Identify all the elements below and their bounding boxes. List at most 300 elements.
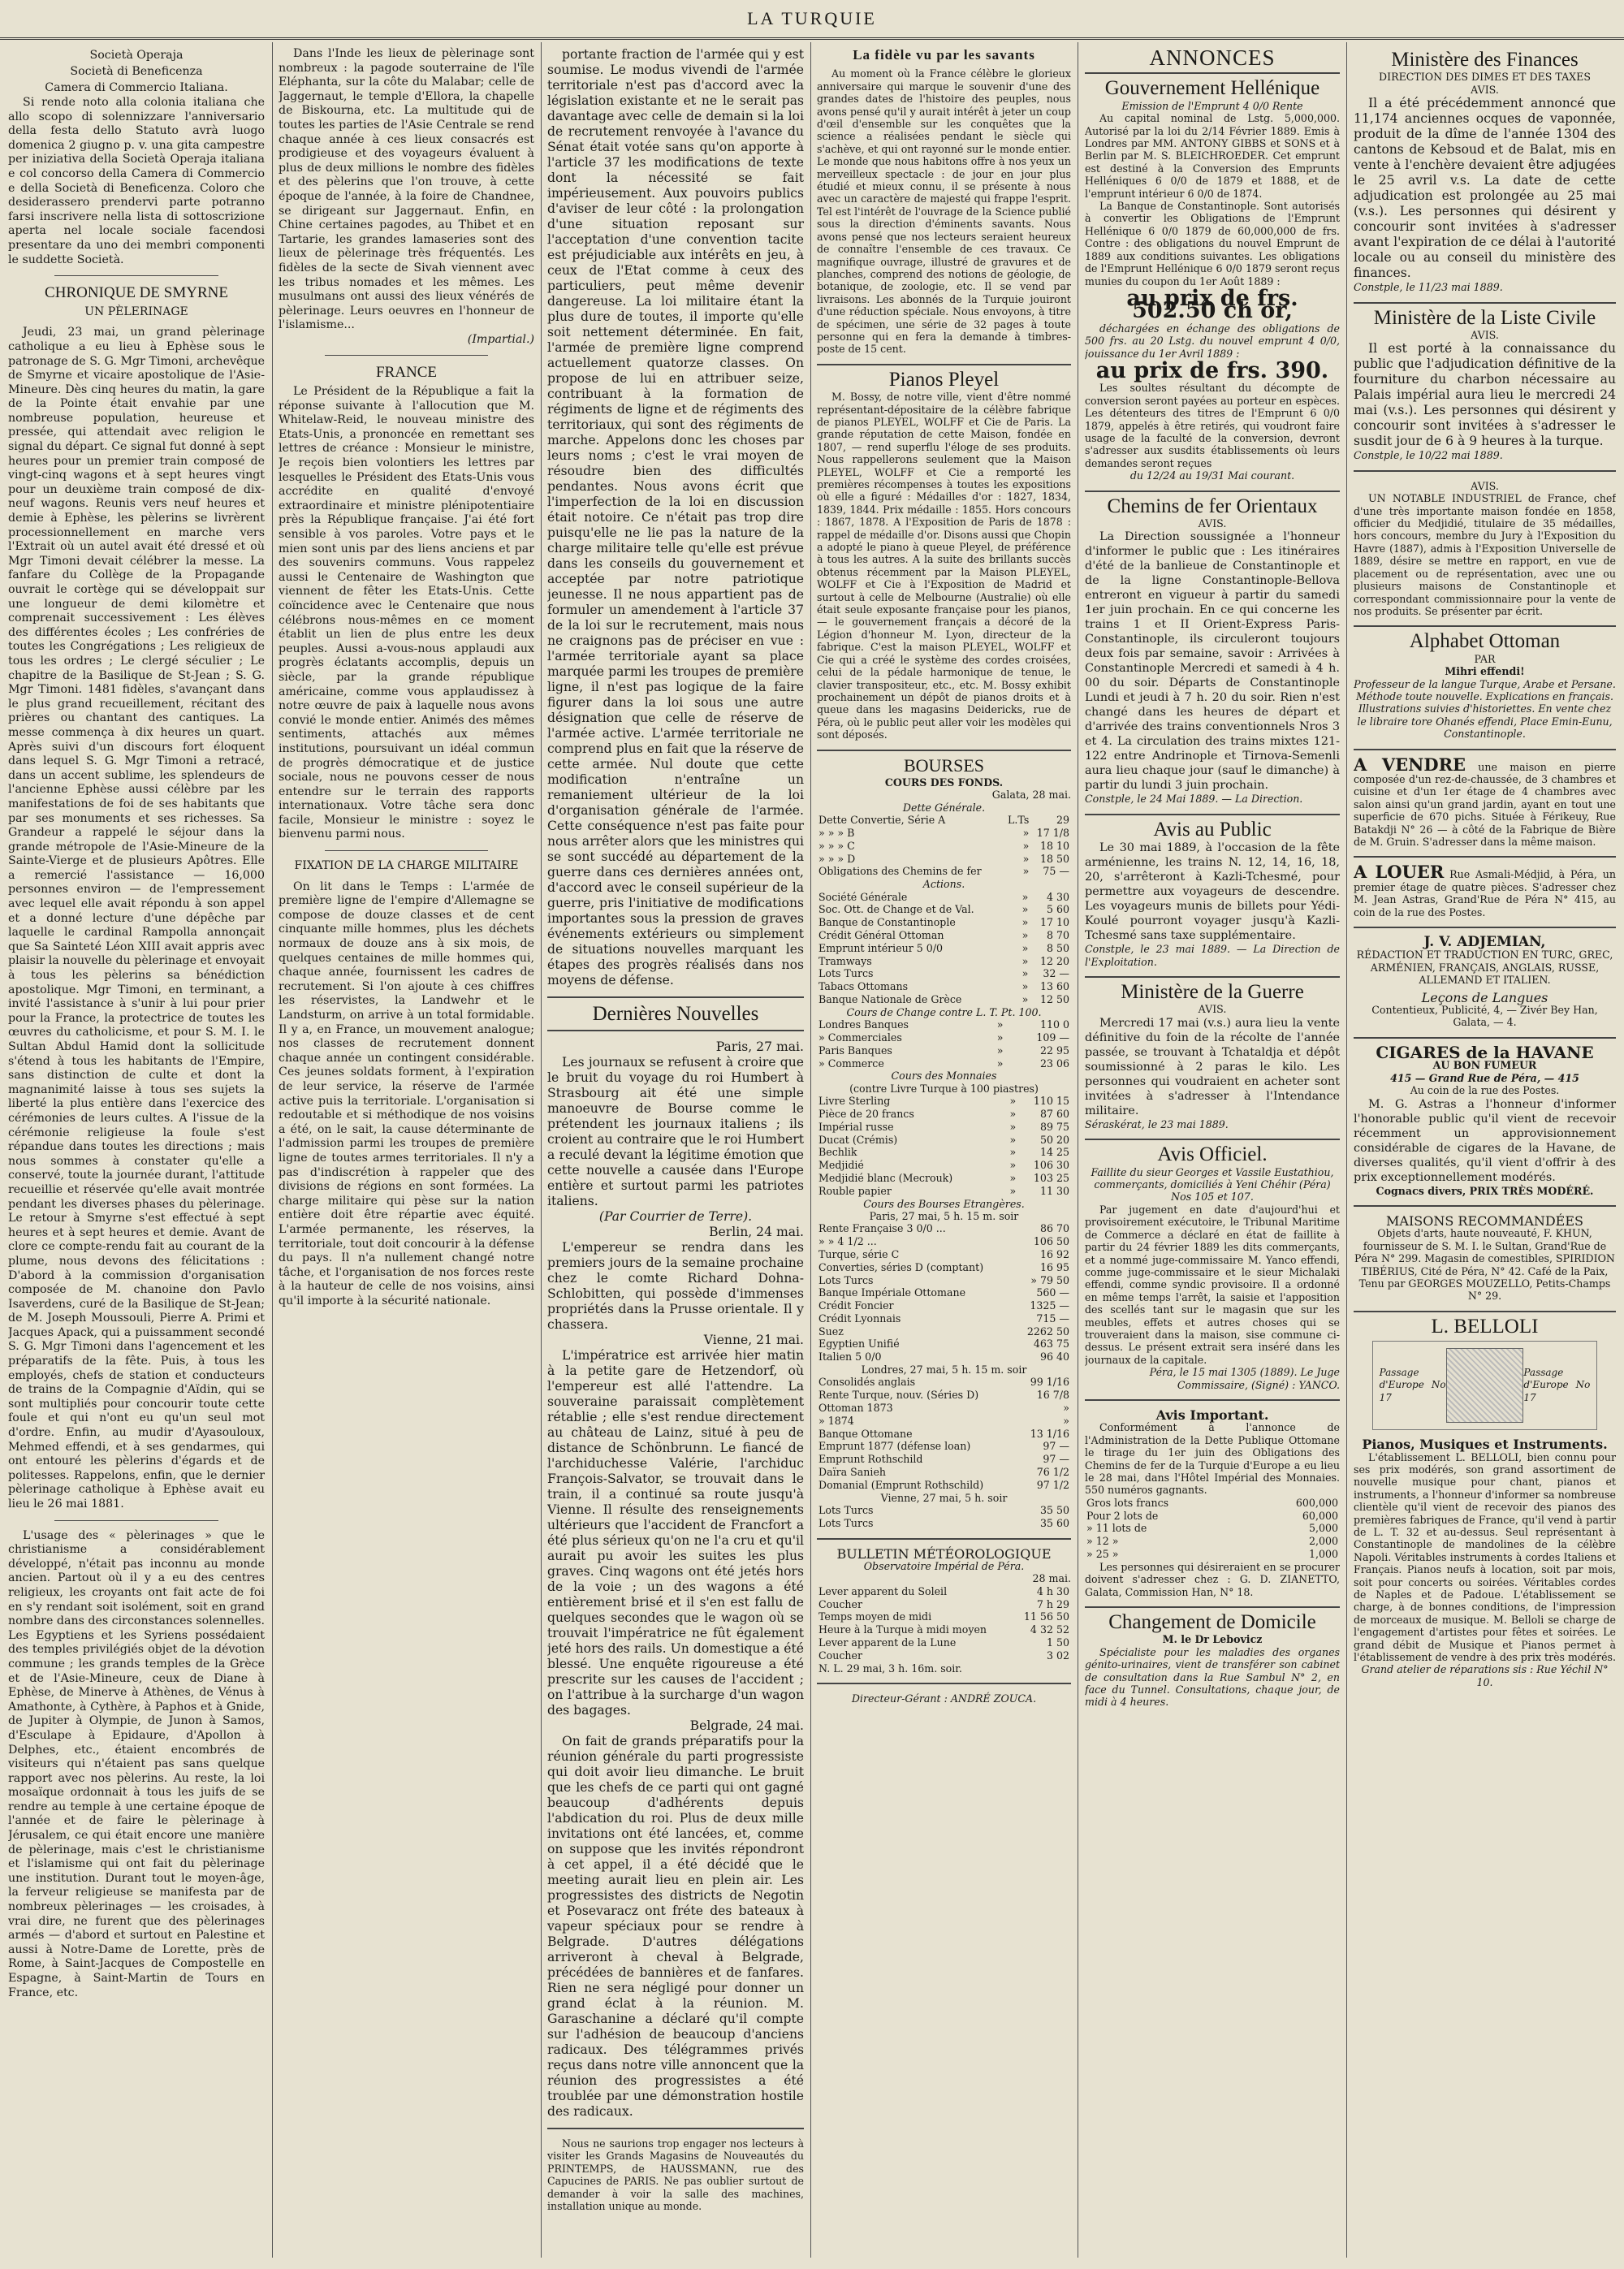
ad-text: Au capital nominal de Lstg. 5,000,000. Autorisé par la loi du 2/14 Février 1889. Emis à Londres par MM. ANTONY GIBBS et SONS et à Berlin par M. S. BLEICHROEDER. Cet emprunt est destiné à la Conversion des Emprunts Helléniques 6 0/0 de 1879 et 1888, et de l'emprunt intérieur 6 0/0 de 1874. xyxy=(1085,112,1340,200)
ad-text: La Banque de Constantinople. Sont autorisés à convertir les Obligations de l'Emprunt Hellénique 6 0/0 1879 de 60,000,000 de frs. Contre : des obligations du nouvel Emprunt de 1889 aux conditions suivantes. Les obligations de l'Emprunt Hellénique 6 0/0 1879 seront reçus munies du coupon du 1er Août 1889 : xyxy=(1085,200,1340,287)
row-label: Crédit Foncier xyxy=(818,1299,894,1312)
ad-text: déchargées en échange des obligations de 500 frs. au 20 Lstg. du nouvel emprunt 4 0/0, jouissance du 1er Avril 1889 : xyxy=(1085,322,1340,360)
ad-address: 415 — Grand Rue de Péra, — 415 xyxy=(1390,1071,1579,1084)
divider xyxy=(817,1538,1071,1540)
ad-text: M. G. Astras a l'honneur d'informer l'honorable public qu'il vient de recevoir récemment un approvisionnement considérable de cigares de la Havane, de diverses qualités, qu'il vient d'offrir à des prix exceptionnellement modérés. xyxy=(1354,1097,1616,1184)
row-value: 11 30 xyxy=(1039,1184,1069,1197)
table-subtitle: (contre Livre Turque à 100 piastres) xyxy=(849,1082,1039,1095)
column-3 xyxy=(547,47,804,2254)
row-value: » xyxy=(1021,967,1029,980)
ad-subtitle: AU BON FUMEUR xyxy=(1432,1059,1537,1072)
ad-text: Par jugement en date d'aujourd'hui et provisoirement exécutoire, le Tribunal Maritime de Commerce a déclaré en état de faillite à partir du 24 février 1889 les dits commerçants, et a nommé juge-commissaire M. Yanco effendi, comme juge-commissaire et le sieur Michalaki effendi, comme syndic provisoire. Il a ordonné en même temps l'arrêt, la saisie et l'apposition des scellés tant sur le magasin que sur les meubles, effets et autres choses qui se trouveraient dans la maison, sise commune ci-dessus. Le présent extrait sera inséré dans les journaux de la capitale. xyxy=(1085,1203,1340,1366)
row-value: 109 — xyxy=(1036,1031,1069,1044)
row-label: Lots Turcs xyxy=(818,1504,874,1517)
table-row xyxy=(817,1261,1071,1274)
vienna-bourse-table xyxy=(817,1504,1071,1530)
ad-text: L'établissement L. BELLOLI, bien connu pour ses prix modérés, son grand assortiment de nouvelle musique pour chant, pianos et instruments, a l'honneur d'informer sa nombreuse clientèle qu'il vient de recevoir des pianos des premières fabriques de France, qu'il vend à partir de L. T. 32 et au-dessus. Seul représentant à Constantinople de mandolines de la célèbre Napoli. Véritables instruments à cordes Italiens et Français. Pianos neufs à location, soit par mois, soit pour concerts ou soirées. Véritables cordes de Naples et de Padoue. L'établissement se charge, à de bonnes conditions, de l'impression de morceaux de musique. M. Belloli se charge de l'engagement d'artistes pour fêtes et soirées. Le grand débit de Musique et Pianos permet à l'établissement de vendre à des prix très modérés. xyxy=(1354,1450,1616,1664)
row-label: Daïra Sanieh xyxy=(818,1466,887,1479)
table-row xyxy=(1085,1510,1340,1523)
table-row xyxy=(817,1649,1071,1662)
table-title: Cours des Bourses Etrangères. xyxy=(863,1197,1025,1210)
annonces-header: ANNONCES xyxy=(1149,47,1276,70)
ad-title: Avis au Public xyxy=(1153,818,1272,841)
ad-subtitle: Pianos, Musiques et Instruments. xyxy=(1362,1437,1608,1453)
row-value: 60,000 xyxy=(1302,1509,1338,1522)
engraving-image xyxy=(1446,1348,1524,1423)
table-row xyxy=(817,1108,1071,1121)
column-rule xyxy=(1346,42,1347,2258)
row-value: 87 60 xyxy=(1039,1107,1069,1120)
row-value: 5,000 xyxy=(1308,1522,1338,1535)
row-value: 99 1/16 xyxy=(1030,1376,1069,1389)
row-value: 4 32 52 xyxy=(1030,1623,1069,1636)
row-label: Lever apparent du Soleil xyxy=(818,1584,948,1597)
header-line: Società Operaja xyxy=(89,49,184,62)
row-label: Lever apparent de la Lune xyxy=(818,1636,957,1649)
divider xyxy=(1354,1205,1616,1207)
ad-title: Gouvernement Hellénique xyxy=(1104,77,1320,100)
section-title: La fidèle vu par les savants xyxy=(853,47,1035,63)
row-value: 600,000 xyxy=(1295,1496,1338,1509)
row-value: 110 0 xyxy=(1039,1018,1069,1031)
row-value: 715 — xyxy=(1036,1312,1069,1325)
row-label: Converties, séries D (comptant) xyxy=(818,1260,984,1273)
divider xyxy=(325,850,489,851)
row-value: » xyxy=(996,1018,1004,1031)
ad-text: Cognacs divers, PRIX TRÈS MODÉRÉ. xyxy=(1376,1184,1594,1197)
table-row xyxy=(817,1598,1071,1611)
row-label: Emprunt intérieur 5 0/0 xyxy=(818,941,944,954)
row-value: » xyxy=(1021,916,1029,929)
ad-text: La Direction soussignée a l'honneur d'informer le public que : Les itinéraires d'été de la banlieue de Constantinople et de la ligne Constantinople-Bellova entreront en vigueur à partir du samedi 1er juin prochain. En ce qui concerne les trains 1 et II Orient-Express Paris-Constantinople, ils circuleront toujours deux fois par semaine, savoir : Arrivées à Constantinople Mercredi et samedi à 4 h. 00 du soir. Départs de Constantinople Lundi et jeudi à 7 h. 20 du soir. Rien n'est changé dans les heures de départ et d'arrivée des trains conventionnels Nros 3 et 4. La circulation des trains mixtes 121-122 entre Andrinople et Tirnova-Semenli aura lieu chaque jour (sauf le dimanche) à partir du lundi 3 juin prochain. xyxy=(1085,530,1340,793)
row-value: 35 50 xyxy=(1039,1504,1069,1517)
row-label: Tabacs Ottomans xyxy=(818,980,909,993)
row-label: Banque Nationale de Grèce xyxy=(818,992,962,1005)
monnaies-table xyxy=(817,1095,1071,1197)
table-row xyxy=(817,1428,1071,1441)
row-value: » xyxy=(1022,865,1030,878)
article-text: L'usage des « pèlerinages » que le christianisme a considérablement développé, n'était pas inconnu au monde ancien. Partout où il y a eu des centres religieux, les croyants ont fait acte de foi en s'y rendant soit isolément, soit en grand nombre dans des circonstances solennelles. Les Egyptiens et les Syriens possédaient des temples privilégiés objet de la dévotion commune ; les grands temples de la Grèce et de l'Asie-Mineure, ceux de Diane à Ephèse, de Minerve à Athènes, de Vénus à Amathonte, à Cythère, à Paphos et à Gnide, de Jupiter à Olympie, de Junon à Samos, d'Esculape à Epidaure, d'Apollon à Delphes, etc., étaient encombrés de visiteurs qui n'étaient pas sans quelque rapport avec nos pèlerins. Au reste, la loi mosaïque ordonnait à tous les juifs de se rendre au temple à une certaine époque de l'année et de faire le pèlerinage à Jérusalem, ce qui était encore une manière de pèlerinage, mais c'est le christianisme et l'islamisme qui ont fait du pèlerinage une institution. Durant tout le moyen-âge, la ferveur religieuse se manifesta par de nombreux pèlerinages — les croisades, à vrai dire, ne furent que des pèlerinages armés — d'abord et surtout en Palestine et aussi à Notre-Dame de Lorette, près de Rome, à Saint-Jacques de Compostelle en Espagne, à Saint-Martin de Tours en France, etc. xyxy=(8,1528,265,1999)
row-label: Obligations des Chemins de fer xyxy=(818,865,982,878)
table-row xyxy=(817,1479,1071,1492)
row-label: Temps moyen de midi xyxy=(818,1610,932,1623)
ad-signature: Séraskérat, le 23 mai 1889. xyxy=(1085,1117,1229,1130)
article-text: Jeudi, 23 mai, un grand pèlerinage catholique a eu lieu à Ephèse sous le patronage de S. G. Mgr Timoni, archevêque de Smyrne et vicaire apostolique de l'Asie-Mineure. Dès cinq heures du matin, la gare de la Pointe était envahie par une nombreuse population, heureuse et pressée, qui attendait avec religion le signal du départ. Ce signal fut donné à sept heures pour un premier train composé de vingt-cinq wagons et à sept heures vingt pour un deuxième train composé de dix-neuf wagons. Reunis vers neuf heures et demie à Ephèse, les pèlerins se livrèrent processionnellement en marche vers l'Extrait où un autel avait été dressé et où Mgr Timoni devait célébrer la messe. La fanfare du Collège de la Propagande ouvrait le cortège qui se développait sur une longueur de demi kilomètre et comprenait successivement : Les élèves des différentes écoles ; Les confréries de toutes les Congrégations ; Les religieux de tous les ordres ; Le clergé séculier ; Le chapitre de la Basilique de St-Jean ; S. G. Mgr Timoni. 1481 fidèles, s'avançant dans le plus grand recueillement, récitant des prières ou chantant des cantiques. La messe commença à dix heures un quart. Après suivi d'un discours fort éloquent dans lequel S. G. Mgr Timoni a retracé, dans un accent sublime, les splendeurs de l'ancienne Ephèse aussi célèbre par les manifestations de foi de ses habitants que par ses monuments et ses richesses. Sa Grandeur a rappelé le séjour dans la grande métropole de l'Asie-Mineure de la Sainte-Vierge et de plusieurs Apôtres. Elle a remercié l'assistance — 16,000 personnes environ — de l'empressement avec lequel elle avait répondu à son appel et a donné lecture d'une dépêche par laquelle le cardinal Rampolla annonçait que Sa Sainteté Léon XIII avait appris avec plaisir la nouvelle du pèlerinage et envoyait à tous les pèlerins sa bénédiction apostolique. Mgr Timoni, en terminant, a invité l'assistance à s'unir à lui pour prier pour la France, la protectrice de toutes les œuvres du catholicisme, et pour S. M. I. le Sultan Abdul Hamid dont la sollicitude s'étend à tous les habitants de l'Empire, sans distinction de culte et dont la magnanimité laisse à tous ses sujets la liberté la plus entière dans l'exercice des cérémonies de leurs cultes. A l'issue de la cérémonie religieuse la foule s'est répandue dans toutes les directions ; mais nous sommes à constater qu'elle a conservé, toute la journée durant, l'attitude recueillie et réservée qu'elle avait montrée pendant les diverses phases du pèlerinage. Le retour à Smyrne s'est effectué à sept heures et à sept heures et demie. Avant de clore ce compte-rendu fait au courant de la plume, nous devons des félicitations : D'abord à la commission d'organisation composée de M. chanoine don Pavlo Isaverdens, curé de la Basilique de St-Jean; de M. Joseph Moussouli, Pierre A. Primi et Jacques Apack, qui a puissamment secondé S. G. Mgr Timoni dans l'agencement et les préparatifs de la fête. Puis, à tous les employés, chefs de station et conducteurs de trains de la Compagnie d'Aïdin, qui se sont multipliés pour concourir toute cette foule et qui n'ont eu qu'un seul mot d'ordre. Enfin, au mudir d'Ayasouloux, Mehmed effendi, et à ses gendarmes, qui ont entouré les pèlerins d'égards et de politesses. Rappelons, enfin, que le dernier pèlerinage catholique à Ephèse avait eu lieu le 26 mai 1881. xyxy=(8,326,265,1511)
news-text: L'empereur se rendra dans les premiers jours de la semaine prochaine chez le comte Richard Dohna-Schlobitten, qui possède d'immenses propriétés dans la Prusse orientale. Il y chassera. xyxy=(547,1240,804,1332)
header-line: Società di Beneficenza xyxy=(70,65,203,78)
column-5 xyxy=(1085,47,1340,2254)
paris-bourse-table xyxy=(817,1222,1071,1364)
divider xyxy=(1085,1606,1340,1608)
row-value: 106 30 xyxy=(1033,1159,1069,1172)
table-row xyxy=(817,1044,1071,1057)
table-row xyxy=(817,1440,1071,1453)
dateline: Vienne, 21 mai. xyxy=(703,1333,804,1347)
row-value: » xyxy=(996,1044,1004,1057)
header-line: Camera di Commercio Italiana. xyxy=(45,81,228,94)
ad-signature: Péra, le 15 mai 1305 (1889). Le Juge Commissaire, (Signé) : YANCO. xyxy=(1149,1366,1340,1391)
ad-title: Ministère de la Liste Civile xyxy=(1373,306,1596,329)
table-row xyxy=(817,814,1071,827)
ad-text: Le 30 mai 1889, à l'occasion de la fête arménienne, les trains N. 12, 14, 16, 18, 20, s'arrêteront à Kazli-Tchesmé, pour permettre aux voyageurs de descendre. Les voyageurs munis de billets pour Yédi-Koulé pourront voyager jusqu'à Kazli-Tchesmé sans taxe supplémentaire. xyxy=(1085,841,1340,943)
divider xyxy=(547,2128,804,2129)
news-text: On fait de grands préparatifs pour la réunion générale du parti progressiste qui doit avoir lieu dimanche. Le bruit que les chefs de ce parti qui ont gagné beaucoup d'adhérents depuis l'abdication du roi. Plus de deux mille invitations ont été lancées, et, comme on suppose que les invités répondront à cet appel, il a été décidé que le meeting aurait lieu en plein air. Les progressistes des districts de Negotin et Posevaracz ont fréte des bateaux à vapeur spéciaux pour se rendre à Belgrade. D'autres délégations arriveront à cheval à Belgrade, précédées de bannières et de fanfares. Rien ne sera négligé pour donner un grand éclat à la réunion. M. Garaschanine a déclaré qu'il compte sur l'adhésion de beaucoup d'anciens radicaux. Des télégrammes privés reçus dans notre ville annoncent que la réunion des progressistes a été troublée par une démonstration hostile des radicaux. xyxy=(547,1734,804,2119)
row-label: Coucher xyxy=(818,1649,862,1662)
row-value: 110 15 xyxy=(1033,1095,1069,1108)
row-value: 16 7/8 xyxy=(1036,1389,1069,1402)
row-label: Paris Banques xyxy=(818,1044,892,1057)
section-title: BOURSES xyxy=(903,754,985,776)
divider xyxy=(54,1520,218,1521)
dateline: 28 mai. xyxy=(1032,1572,1071,1585)
article-text: Le Président de la République a fait la réponse suivante à l'allocution que M. Whitelaw-Reid, le nouveau ministre des Etats-Unis, a prononcée en remettant ses lettres de créance : Monsieur le ministre, Je reçois bien volontiers les lettres par lesquelles le Président des Etats-Unis vous accrédite en qualité d'envoyé extraordinaire et ministre plénipotentiaire près la République française. J'ai été fort sensible à vos paroles. Votre pays et le mien sont unis par des liens anciens et par des souvenirs communs. Vous rappelez aussi le Centenaire de Washington que viennent de fêter les Etats-Unis. Cette coïncidence avec le Centenaire que nous célébrons nous-mêmes en ce moment établit un lien de plus entre les deux peuples. Aussi a-vous-nous applaudi aux progrès éclatants accomplis, depuis un siècle, par la grande république américaine, comme vous applaudissez à notre œuvre de paix à laquelle nous avons convié le monde entier. Animés des mêmes sentiments, attachés aux mêmes institutions, poursuivant un idéal commun de progrès démocratique et de justice sociale, nous ne pouvons cesser de nous entendre sur le terrain des rapports internationaux. Votre tâche sera donc facile, Monsieur le ministre : soyez le bienvenu parmi nous. xyxy=(279,385,534,841)
row-value: 97 — xyxy=(1043,1440,1069,1453)
ad-text: Rue Asmali-Médjid, à Péra, un premier étage de quatre pièces. S'adresser chez M. Jean Astras, Grand'Rue de Péra N° 415, au coin de la rue des Postes. xyxy=(1354,868,1616,918)
row-label: Ducat (Crémis) xyxy=(818,1133,898,1146)
doctor-name: M. le Dr Lebovicz xyxy=(1162,1633,1263,1646)
dateline: Vienne, 27 mai, 5 h. soir xyxy=(880,1491,1008,1504)
row-label: » 1874 xyxy=(818,1414,854,1427)
row-value: 50 20 xyxy=(1039,1133,1069,1146)
ad-title: A VENDRE xyxy=(1354,754,1466,775)
row-value: 2262 50 xyxy=(1026,1325,1069,1338)
london-bourse-table xyxy=(817,1376,1071,1491)
row-label: » 11 lots de xyxy=(1086,1522,1147,1535)
shop-engraving xyxy=(1372,1341,1598,1430)
row-value: 560 — xyxy=(1036,1286,1069,1299)
notice-text: Si rende noto alla colonia italiana che allo scopo di solennizzare l'anniversario della festa dello Statuto avrà luogo domenica 2 giugno p. v. una gita campestre per iniziativa della Società Operaja italiana e col concorso della Camera di Commercio e della Società di Beneficenza. Coloro che desiderassero prendervi parte potranno farsi inscrivere nella lista di sottoscrizione aperta nel locale sociale facendosi presentare da uno dei membri componenti le suddette Società. xyxy=(8,96,265,266)
row-label: Emprunt 1877 (défense loan) xyxy=(818,1440,971,1453)
gerant-line: Directeur-Gérant : ANDRÉ ZOUCA. xyxy=(851,1692,1037,1705)
row-value: 29 xyxy=(1056,814,1069,827)
row-label: Banque Impériale Ottomane xyxy=(818,1286,966,1299)
ad-address: Au coin de la rue des Postes. xyxy=(1410,1084,1560,1097)
article-source: (Impartial.) xyxy=(467,332,534,346)
row-label: Banque Ottomane xyxy=(818,1427,913,1440)
row-value: 4 h 30 xyxy=(1036,1584,1069,1597)
section-subtitle: UN PÈLERINAGE xyxy=(84,305,188,318)
divider xyxy=(1354,1311,1616,1312)
ad-signature: Constple, le 24 Mai 1889. — La Direction. xyxy=(1085,793,1303,806)
dateline: Galata, 28 mai. xyxy=(991,789,1071,802)
news-text: Les journaux se refusent à croire que le bruit du voyage du roi Humbert à Strasbourg ait été une simple manoeuvre de Bourse comme le prétendent les journaux italiens ; ils croient au contraire que le roi Humbert a reculé devant la légitime émotion que cette nouvelle a causée dans l'Europe entière et surtout parmi les patriotes italiens. xyxy=(547,1055,804,1208)
ad-subtitle: Emission de l'Emprunt 4 0/0 Rente xyxy=(1121,99,1303,112)
row-value: 8 70 xyxy=(1046,928,1069,941)
table-row xyxy=(817,1159,1071,1172)
divider xyxy=(1354,749,1616,750)
table-row xyxy=(1085,1535,1340,1548)
ad-signature: Constple, le 23 mai 1889. — La Direction de l'Exploitation. xyxy=(1085,943,1340,968)
column-2 xyxy=(279,47,534,2254)
divider xyxy=(1085,72,1340,74)
row-value: 18 50 xyxy=(1039,852,1069,865)
table-row xyxy=(817,903,1071,916)
row-value: 106 50 xyxy=(1033,1235,1069,1248)
row-label: Dette Convertie, Série A xyxy=(818,814,946,827)
dette-table xyxy=(817,814,1071,878)
ad-text: Mercredi 17 mai (v.s.) aura lieu la vente définitive du foin de la récolte de l'année passée, se trouvant à Tchataldja et dépôt soumissionné à 2 paras le kilo. Les personnes qui voudraient en acheter sont invitées à s'adresser à l'Intendance militaire. xyxy=(1085,1016,1340,1117)
row-value: 12 20 xyxy=(1039,954,1069,967)
row-label: Livre Sterling xyxy=(818,1095,891,1108)
divider xyxy=(54,275,218,276)
section-subtitle: Observatoire Impérial de Péra. xyxy=(863,1560,1025,1573)
divider xyxy=(817,364,1071,365)
row-label: Consolidés anglais xyxy=(818,1376,916,1389)
row-label: Medjidié blanc (Mecrouk) xyxy=(818,1171,953,1184)
table-row xyxy=(817,1623,1071,1636)
dateline: Berlin, 24 mai. xyxy=(709,1225,804,1239)
table-row xyxy=(817,1312,1071,1325)
table-row xyxy=(817,942,1071,955)
table-row xyxy=(817,1222,1071,1235)
row-value: 75 — xyxy=(1043,865,1069,878)
row-value: 3 02 xyxy=(1046,1649,1069,1662)
row-label: Emprunt Rothschild xyxy=(818,1453,923,1466)
ad-text: Spécialiste pour les maladies des organes génito-urinaires, vient de transférer son cabinet de consultation dans la Rue Sambul N° 2, en face du Tunnel. Consultations, chaque jour, de midi à 4 heures. xyxy=(1085,1645,1340,1709)
table-row xyxy=(817,980,1071,993)
divider xyxy=(817,750,1071,751)
divider xyxy=(817,1683,1071,1684)
row-value: 8 50 xyxy=(1046,941,1069,954)
row-label: » 25 » xyxy=(1086,1548,1119,1560)
row-label: Egyptien Unifié xyxy=(818,1338,900,1351)
row-label: » Commerciales xyxy=(818,1031,902,1044)
news-text: L'impératrice est arrivée hier matin à la petite gare de Hetzendorf, où l'empereur est allé l'attendre. La souveraine paraissait complètement rétablie ; elle s'est rendue directement au château de Lainz, situé à peu de distance de Schönbrunn. Le fiancé de l'archiduchesse Valérie, l'archiduc François-Salvator, se trouvait dans le train, il a continué sa route jusqu'à Vienne. Il résulte des renseignements ultérieurs que l'accident de Francfort a été plus sérieux qu'on ne l'a cru et qu'il aurait pu avoir les suites les plus graves. Cinq wagons ont été jetés hors de la voie ; un des wagons a été entièrement brisé et il s'en est fallu de quelques secondes que le wagon où se trouvait l'impératrice ne fût également jeté hors des rails. Un domestique a été blessé. Une enquête rigoureuse a été prescrite sur les causes de l'accident ; on l'attribue à la surcharge d'un wagon des bagages. xyxy=(547,1348,804,1718)
table-row xyxy=(817,1095,1071,1108)
table-row xyxy=(817,1376,1071,1389)
row-value: 17 10 xyxy=(1039,916,1069,929)
table-row xyxy=(817,1057,1071,1070)
divider xyxy=(1085,1399,1340,1401)
avis-label: AVIS. xyxy=(1198,517,1227,529)
row-value: 11 56 50 xyxy=(1023,1610,1069,1623)
row-value: L.Ts xyxy=(1008,814,1030,827)
row-label: Lots Turcs xyxy=(818,1516,874,1529)
row-value: » xyxy=(1021,992,1029,1005)
article-text: Au moment où la France célèbre le glorieux anniversaire qui marque le souvenir d'une des grandes dates de l'histoire des peuples, nous avons pensé qu'il y aurait intérêt à jeter un coup d'œil d'ensemble sur les conquêtes que la science a réalisées pendant le siècle qui s'achève, et qui ont rayonné sur le monde entier. Le monde que nous habitons offre à nos yeux un merveilleux spectacle : de jour en jour plus étudié et mieux connu, il se présente à nous avec un caractère de majesté qui frappe l'esprit. Tel est l'intérêt de l'ouvrage de la Science publié sous la direction d'éminents savants. Nous avons pensé que nos lecteurs seraient heureux de connaître l'ensemble de ces travaux. Ce magnifique ouvrage, illustré de gravures et de planches, comprend des notions de géologie, de botanique, de zoologie, etc. Il se vend par livraisons. Les abonnés de la Turquie jouiront d'une réduction spéciale. Nous envoyons, à titre de spécimen, une série de 32 pages à toute personne qui en fera la demande à timbres-poste de 15 cent. xyxy=(817,67,1071,356)
row-value: 86 70 xyxy=(1039,1222,1069,1235)
column-rule xyxy=(272,42,273,2258)
table-row xyxy=(1085,1497,1340,1510)
ad-title: MAISONS RECOMMANDÉES xyxy=(1386,1212,1583,1229)
row-value: 89 75 xyxy=(1039,1120,1069,1133)
row-label: Suez xyxy=(818,1325,844,1338)
row-label: Rente Française 3 0/0 ... xyxy=(818,1222,946,1235)
row-value: 2,000 xyxy=(1308,1535,1338,1548)
row-value: » xyxy=(996,1057,1004,1070)
ad-text: Contentieux, Publicité, 4, — Zivér Bey Han, Galata, — 4. xyxy=(1371,1004,1598,1029)
row-label: » » » D xyxy=(818,852,856,865)
row-value: » xyxy=(1009,1133,1017,1146)
row-label: Banque de Constantinople xyxy=(818,916,956,929)
row-label: Rouble papier xyxy=(818,1184,892,1197)
news-source: (Par Courrier de Terre). xyxy=(598,1209,753,1224)
row-value: 97 1/2 xyxy=(1036,1478,1069,1491)
price-line: au prix de frs. 502.50 ch or, xyxy=(1126,285,1298,324)
row-value: » xyxy=(1021,928,1029,941)
table-row xyxy=(817,1466,1071,1479)
masthead xyxy=(0,0,1624,40)
row-value: » xyxy=(996,1031,1004,1044)
ad-text: RÉDACTION ET TRADUCTION EN TURC, GREC, ARMÉNIEN, FRANÇAIS, ANGLAIS, RUSSE, ALLEMAND ET ITALIEN. xyxy=(1356,949,1613,987)
ad-title: Ministère des Finances xyxy=(1391,49,1579,71)
ad-text: Les personnes qui désireraient en se procurer doivent s'adresser chez : G. D. ZIANETTO, Galata, Commission Han, N° 18. xyxy=(1085,1560,1340,1598)
divider xyxy=(1085,976,1340,978)
dateline: Paris, 27 mai. xyxy=(715,1039,804,1054)
ad-text: Il a été précédemment annoncé que 11,174 anciennes ocques de vaponnée, produit de la dîme de l'année 1304 des cantons de Kebsoud et de Balat, mis en vente à l'enchère devaient être adjugées le 25 avril v.s. La date de cette adjudication est prolongée au 25 mai (v.s.). Les personnes qui désirent y concourir sont invitées à s'adresser avant l'expiration de ce délai à l'autorité locale ou au conseil du ministère des finances. xyxy=(1354,96,1616,281)
ad-subtitle: PAR xyxy=(1474,652,1496,665)
row-value: » xyxy=(1021,941,1029,954)
row-value: » xyxy=(1009,1095,1017,1108)
table-row xyxy=(817,1636,1071,1649)
row-label: » » » C xyxy=(818,839,855,852)
table-row xyxy=(817,955,1071,968)
row-value: 17 1/8 xyxy=(1036,826,1069,839)
row-label: Italien 5 0/0 xyxy=(818,1351,882,1364)
table-row xyxy=(817,929,1071,942)
row-value: 4 30 xyxy=(1046,890,1069,903)
ad-text: une maison en pierre composée d'un rez-de-chaussée, de 3 chambres et cuisine et d'un 1er étage de 4 chambres avec salon ainsi qu'un grand jardin, ayant en tout une superficie de 670 pichs. Située à Férikeuy, Rue Batakdji N° 26 — à côté de la Fabrique de Bière de M. Gruin. S'adresser dans la même maison. xyxy=(1354,760,1616,848)
row-value: 16 92 xyxy=(1039,1247,1069,1260)
row-label: N. L. 29 mai, 3 h. 16m. soir. xyxy=(818,1662,962,1675)
row-value: 1 50 xyxy=(1046,1636,1069,1649)
row-label: Pour 2 lots de xyxy=(1086,1509,1159,1522)
ad-title: Avis Important. xyxy=(1155,1407,1269,1423)
row-value: » xyxy=(1009,1146,1017,1159)
table-row xyxy=(817,1504,1071,1517)
section-title: FRANCE xyxy=(376,364,437,382)
row-value: » xyxy=(1009,1120,1017,1133)
row-value: 13 60 xyxy=(1039,980,1069,993)
divider xyxy=(1354,625,1616,627)
section-subtitle: FIXATION DE LA CHARGE MILITAIRE xyxy=(294,859,519,873)
row-value: 1,000 xyxy=(1308,1548,1338,1560)
table-row xyxy=(817,1134,1071,1147)
table-row xyxy=(817,1325,1071,1338)
table-row xyxy=(817,1299,1071,1312)
row-label: Londres Banques xyxy=(818,1018,909,1031)
price-line: au prix de frs. 390. xyxy=(1095,357,1329,383)
row-value: » 79 50 xyxy=(1030,1273,1069,1286)
avis-label: AVIS. xyxy=(1471,479,1499,492)
ad-title: L. BELLOLI xyxy=(1431,1315,1539,1338)
ad-signature: Constple, le 11/23 mai 1889. xyxy=(1354,281,1503,294)
table-row xyxy=(817,1351,1071,1364)
row-label: Crédit Lyonnais xyxy=(818,1312,901,1325)
row-value: 7 h 29 xyxy=(1036,1597,1069,1610)
table-title: Cours des Monnaies xyxy=(891,1070,997,1083)
row-value: » xyxy=(1021,954,1029,967)
row-value: » xyxy=(1021,980,1029,993)
avis-label: AVIS. xyxy=(1471,329,1499,342)
section-title: BULLETIN MÉTÉOROLOGIQUE xyxy=(836,1545,1052,1562)
table-row xyxy=(817,1517,1071,1530)
table-row xyxy=(817,993,1071,1006)
article-text: portante fraction de l'armée qui y est soumise. Le modus vivendi de l'armée territoriale n'est pas d'accord avec la législation existante et ne le serait pas davantage avec celle de demain si la loi de recrutement renvoyée à l'avance du Sénat était votée sans qu'on apporte à l'article 37 les modifications de texte dont la nécessité se fait impérieusement. Aux pouvoirs publics d'aviser de leur côté : la prolongation d'une situation reposant sur l'acceptation d'une convention tacite est préjudiciable aux intérêts en jeu, à ceux de l'Etat comme à ceux des particuliers, peut même devenir dangereuse. La loi militaire étant la plus dure de toutes, il importe qu'elle soit nettement déterminée. En fait, l'armée de première ligne comprend actuellement quatorze classes. On propose de lui en attribuer seize, contribuant à la formation de régiments de ligne et de régiments des territoriaux, qui sont des régiments de marche. Appelons donc les choses par leurs noms ; c'est le vrai moyen de résoudre bien des difficultés pendantes. Nous avons écrit que l'imperfection de la loi en discussion était notoire. Ce n'était pas trop dire puisqu'elle ne lie pas la nature de la charge militaire telle qu'elle est prévue dans les conseils du gouvernement et acceptée par notre patriotique jeunesse. Il ne nous appartient pas de formuler un amendement à l'article 37 de la loi sur le recrutement, mais nous ne craignons pas de préciser en vue : l'armée territoriale ayant sa place marquée parmi les troupes de première ligne, il n'est pas logique de la faire figurer dans la loi sous une autre désignation que celle de réserve de l'armée active. L'armée territoriale ne comprend plus en fait que la réserve de cette armée. Nul doute que cette modification n'entraîne un remaniement ultérieur de la loi d'organisation générale de l'armée. Cette conséquence n'est pas faite pour nous arrêter alors que les ministres qui se sont succédé au département de la guerre dans ces dernières années ont, d'accord avec le conseil supérieur de la guerre, pris l'initiative de modifications importantes sous la pression de graves événements extérieurs ou simplement de situations nouvelles marquant les étapes des progrès réalisés dans nos moyens de défense. xyxy=(547,47,804,988)
divider xyxy=(547,996,804,998)
dateline: Londres, 27 mai, 5 h. 15 m. soir xyxy=(861,1364,1027,1377)
lots-table xyxy=(1085,1497,1340,1561)
table-row xyxy=(817,827,1071,840)
row-label: Bechlik xyxy=(818,1146,857,1159)
logo-caption: Passage d'Europe No 17 xyxy=(1379,1367,1446,1403)
row-label: Medjidié xyxy=(818,1159,864,1172)
row-value xyxy=(1015,1662,1071,1675)
section-title: CHRONIQUE DE SMYRNE xyxy=(45,284,228,302)
row-label: Société Générale xyxy=(818,890,908,903)
ad-title: Changement de Domicile xyxy=(1108,1611,1316,1634)
change-table xyxy=(817,1018,1071,1070)
dateline: Paris, 27 mai, 5 h. 15 m. soir xyxy=(869,1209,1019,1222)
table-row xyxy=(817,1031,1071,1044)
row-value: » xyxy=(1009,1171,1017,1184)
ad-subtitle: DIRECTION DES DIMES ET DES TAXES xyxy=(1379,71,1591,84)
row-value: 18 10 xyxy=(1039,839,1069,852)
logo-caption: Passage d'Europe No 17 xyxy=(1523,1367,1591,1403)
row-label: » 12 » xyxy=(1086,1535,1119,1548)
column-1 xyxy=(8,47,265,2254)
divider xyxy=(1354,856,1616,858)
row-label: Tramways xyxy=(818,954,872,967)
section-title: Dernières Nouvelles xyxy=(592,1003,759,1025)
table-row xyxy=(817,1146,1071,1159)
ad-signature: Constple, le 10/22 mai 1889. xyxy=(1354,449,1503,462)
divider xyxy=(325,355,489,356)
table-row xyxy=(817,1274,1071,1287)
table-title: Dette Générale. xyxy=(902,801,986,814)
article-text: On lit dans le Temps : L'armée de première ligne de l'empire d'Allemagne se compose de douze classes et de cent cinquante mille hommes, plus les déchets normaux de douze ans à six mois, de quelques centaines de mille hommes qui, chaque année, fournissent les cadres de recrutement. Si l'on ajoute à ces chiffres les réservistes, la Landwehr et le Landsturm, on arrive à un total formidable. Il y a, en France, un mouvement analogue; nos classes de recrutement donnent chaque année un contingent considérable. Ces jeunes soldats forment, à l'expiration de leur service, la réserve de l'armée active puis la territoriale. L'organisation si redoutable et si méthodique de nos voisins a été, on le sait, la cause déterminante de l'admission parmi les troupes de première ligne de toutes armes territoriales. Il n'y a pas d'indiscrétion à rappeler que des divisions de régions en sont formées. La charge militaire qui pèse sur la nation entière doit être répartie avec équité. L'armée permanente, les réserves, la territoriale, tout doit concourir à la défense du pays. Il n'a nullement changé notre tâche, et l'organisation de nos forces reste à la hauteur de celle de nos voisins, ainsi qu'il importe à la sécurité nationale. xyxy=(279,880,534,1307)
divider xyxy=(1085,1139,1340,1140)
column-4 xyxy=(817,47,1071,2254)
table-row xyxy=(817,1610,1071,1623)
divider xyxy=(1354,927,1616,928)
row-value: 35 60 xyxy=(1039,1516,1069,1529)
divider xyxy=(1354,470,1616,472)
table-row xyxy=(1085,1548,1340,1561)
footer-note: Nous ne saurions trop engager nos lecteurs à visiter les Grands Magasins de Nouveautés du PRINTEMPS, de HAUSSMANN, rue des Capucines de PARIS. Ne pas oublier surtout de demander à voir la salle des machines, installation unique au monde. xyxy=(547,2137,804,2213)
table-row xyxy=(817,1121,1071,1134)
row-label: Lots Turcs xyxy=(818,967,874,980)
table-row xyxy=(817,916,1071,929)
divider xyxy=(1085,814,1340,815)
table-row xyxy=(817,1402,1071,1415)
avis-label: AVIS. xyxy=(1471,83,1499,96)
ad-title: Alphabet Ottoman xyxy=(1409,630,1561,653)
ad-text: Les soultes résultant du décompte de conversion seront payées au porteur en espèces. Les détenteurs des titres de l'Emprunt 6 0/0 1879, appelés à être retirés, qui voudront faire usage de la faculté de la conversion, devront s'adresser aux susdits établissements où leurs demandes seront reçues xyxy=(1085,382,1340,469)
ad-title: CIGARES de la HAVANE xyxy=(1376,1042,1594,1062)
ad-subtitle: Faillite du sieur Georges et Vassile Eustathiou, commerçants, domiciliés à Yeni Chéhir (Péra) Nos 105 et 107. xyxy=(1091,1165,1334,1204)
section-title: Pianos Pleyel xyxy=(888,368,1000,391)
row-value: 5 60 xyxy=(1046,903,1069,916)
ad-title: Leçons de Langues xyxy=(1421,989,1548,1005)
row-label: Rente Turque, nouv. (Séries D) xyxy=(818,1389,979,1402)
table-row xyxy=(817,1185,1071,1198)
row-label: » » » B xyxy=(818,826,855,839)
table-row xyxy=(817,1235,1071,1248)
column-6 xyxy=(1354,47,1616,2254)
row-label: Impérial russe xyxy=(818,1120,894,1133)
table-title: Cours de Change contre L. T. Pt. 100. xyxy=(846,1005,1042,1018)
row-value: 22 95 xyxy=(1039,1044,1069,1057)
divider xyxy=(1354,302,1616,304)
article-text: M. Bossy, de notre ville, vient d'être nommé représentant-dépositaire de la célèbre fabrique de pianos PLEYEL, WOLFF et Cie de Paris. La grande réputation de cette Maison, fondée en 1807, — rend superflu l'éloge de ses produits. Nous rappellerons seulement que la Maison PLEYEL, WOLFF et Cie a remporté les premières récompenses à toutes les expositions où elle a figuré : Médailles d'or : 1827, 1834, 1839, 1844. Prix médaille : 1855. Hors concours : 1867, 1878. A l'Exposition de Paris de 1878 : rappel de médaille d'or. Disons aussi que Chopin a adopté le piano à queue Pleyel, de préférence à tous les autres. A la suite des brillants succès obtenus récemment par la Maison PLEYEL, WOLFF et Cie à l'Exposition de Madrid et surtout à celle de Melbourne (Australie) où elle était seule exposante française pour les pianos, — le gouvernement français a décoré de la Légion d'honneur M. Lyon, directeur de la fabrique. C'est la maison PLEYEL, WOLFF et Cie qui a créé le système des cordes croisées, celui de la pédale harmonique de tenue, le clavier transpositeur, etc., etc. M. Bossy exhibit prochainement un dépôt de pianos droits et à queue dans les magasins Deidericks, rue de Péra, où le public peut aller voir les modèles qui sont déposés. xyxy=(817,391,1071,741)
table-row xyxy=(817,840,1071,853)
ad-title: Avis Officiel. xyxy=(1157,1143,1268,1166)
column-rule xyxy=(810,42,811,2258)
table-row xyxy=(817,1585,1071,1598)
row-value: » xyxy=(1063,1414,1069,1427)
avis-label: AVIS. xyxy=(1198,1003,1227,1016)
